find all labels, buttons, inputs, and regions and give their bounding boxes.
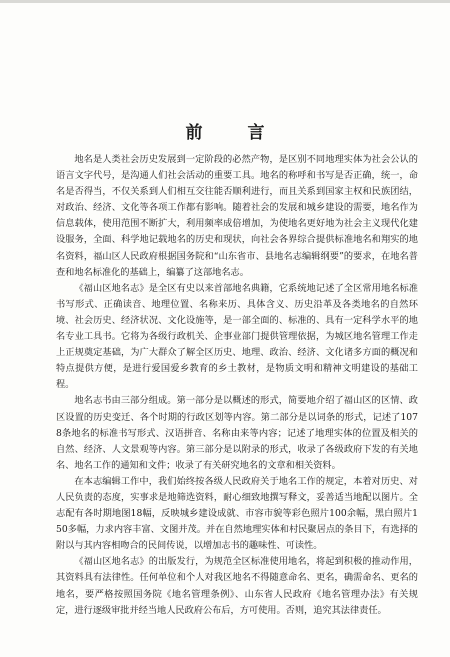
paragraph-4: 在本志编辑工作中，我们始终按各级人民政府关于地名工作的规定，本着对历史、对人民负责的态度，实事求是地筛选资料，耐心细致地撰写释文，妥善适当地配以图片。全志配有各时期地图18幅，反映城乡建设成就、市容市貌等彩色照片100余幅，黑白照片150多幅，力求内容丰富、文图并茂。并在自然地理实体和村民聚居点的条目下，有选择的附以与其内容相吻合的民间传说，以增加志书的趣味性、可读性。 — [56, 475, 418, 552]
scan-edge — [0, 0, 450, 3]
document-body — [56, 152, 418, 619]
paragraph-1: 地名是人类社会历史发展到一定阶段的必然产物，是区别不同地理实体为社会公认的语言文字代号，是沟通人们社会活动的重要工具。地名的称呼和书写是否正确，统一，命名是否得当，不仅关系到人们相互交往能否顺利进行，而且关系到国家主权和民族团结，对政治、经济、文化等各项工作都有影响。随着社会的发展和城乡建设的需要，地名作为信息载体，使用范围不断扩大，利用频率成倍增加，为使地名更好地为社会主义现代化建设服务，全面、科学地记载地名的历史和现状，向社会各界综合提供标准地名和翔实的地名资料，福山区人民政府根据国务院和“山东省市、县地名志编辑纲要”的要求，在地名普查和地名标准化的基础上，编纂了这部地名志。 — [56, 154, 418, 278]
paragraph-3: 地名志书由三部分组成。第一部分是以概述的形式，简要地介绍了福山区的区情、政区设置的历史变迁、各个时期的行政区划等内容。第二部分是以词条的形式，记述了1078条地名的标准书写形式、汉语拼音、名称由来等内容；记述了地理实体的位置及相关的自然、经济、人文景观等内容。第三部分是以附录的形式，收录了各级政府下发的有关地名、地名工作的通知和文件；收录了有关研究地名的文章和相关资料。 — [56, 395, 418, 471]
paragraph-5: 《福山区地名志》的出版发行，为规范全区标准使用地名，将起到积极的推动作用，其资料具有法律性。任何单位和个人对我区地名不得随意命名、更名，确需命名、更名的地名，要严格按照国务院《地名管理条例》、山东省人民政府《地名管理办法》有关规定，进行逐级审批并经当地人民政府公布后，方可使用。否则，追究其法律责任。 — [56, 556, 418, 616]
page-title: 前 言 — [185, 123, 279, 143]
paragraph-2: 《福山区地名志》是全区有史以来首部地名典籍，它系统地记述了全区常用地名标准书写形式、正确读音、地理位置、名称来历、具体含义、历史沿革及各类地名的自然环境、社会历史、经济状况、文化设施等，是一部全面的、标准的、具有一定科学水平的地名专业工具书。它将为各级行政机关、企事业部门提供管理依据，为城区地名管理工作走上正规奠定基础，为广大群众了解全区历史、地理、政治、经济、文化诸多方面的概况和特点提供方便，是进行爱国爱乡教育的乡土教材，是物质文明和精神文明建设的基础工程。 — [56, 282, 418, 391]
